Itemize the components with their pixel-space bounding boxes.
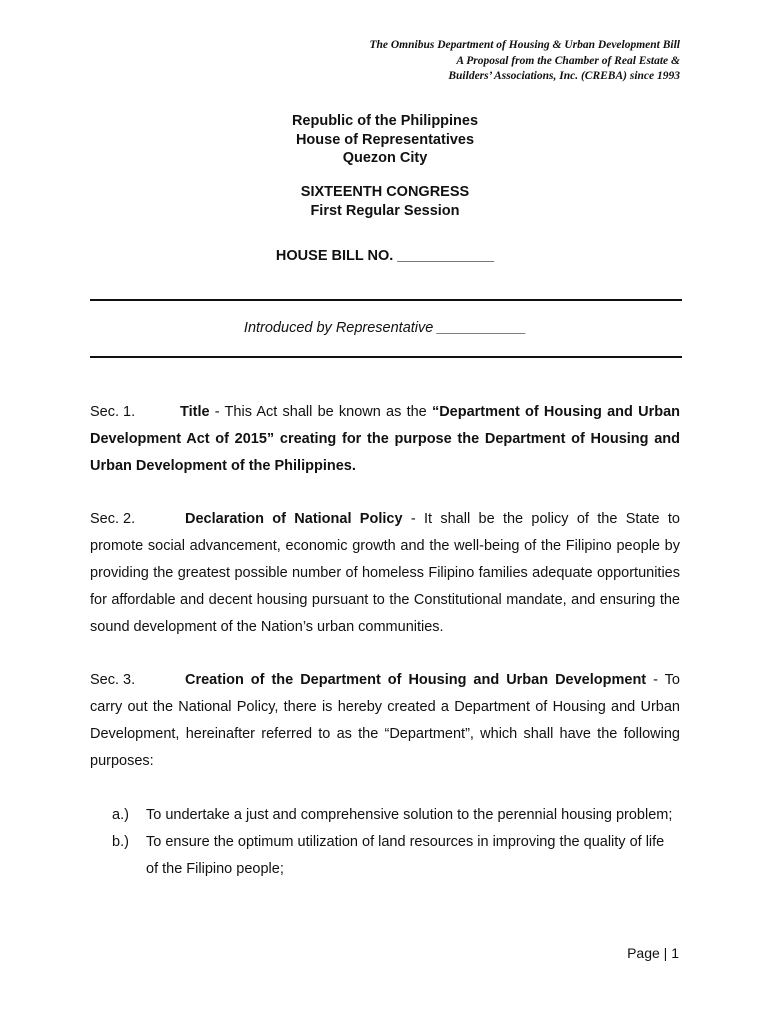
document-header-note [369,38,680,85]
section-1-title: Title [180,404,210,420]
heading-session: First Regular Session [310,202,460,219]
list-item [90,802,680,829]
purposes-list [90,802,680,883]
bill-number: HOUSE BILL NO. ____________ [275,248,495,264]
section-1-text-b: “Department of Housing and Urban Development Act of 2015” creating for the purpose the Department of Housing and Urban Development of the Philippines. [90,404,680,474]
list-item-marker: a.) [112,807,129,823]
section-1 [90,399,680,480]
section-2-text: - It shall be the policy of the State to promote social advancement, economic growth and the well-being of the Filipino people by providing the greatest possible number of homeless Filipino families adequate opportunities for affordable and decent housing pursuant to the Constitutional mandate, and ensuring the sound development of the Nation’s urban communities. [90,511,680,635]
divider-top [90,299,682,301]
list-item [90,829,680,883]
section-3-text: - To carry out the National Policy, there is hereby created a Department of Housing and Urban Development, hereinafter referred to as the “Department”, which shall have the following purposes: [90,672,680,769]
section-3-number: Sec. 3. [90,672,136,688]
section-2-number: Sec. 2. [90,511,136,527]
section-3-title: Creation of the Department of Housing and Urban Development [185,672,647,688]
list-item-text: To ensure the optimum utilization of land resources in improving the quality of life of the Filipino people; [146,834,665,877]
header-note-line-3: Builders’ Associations, Inc. (CREBA) since 1993 [448,70,680,82]
header-note-line-1: The Omnibus Department of Housing & Urban Development Bill [369,39,680,51]
heading-block [0,112,770,168]
list-item-marker: b.) [112,834,129,850]
heading-republic: Republic of the Philippines [291,113,479,129]
heading-city: Quezon City [342,150,428,166]
section-1-number: Sec. 1. [90,404,136,420]
list-item-text: To undertake a just and comprehensive solution to the perennial housing problem; [146,807,673,823]
section-1-text-a: - This Act shall be known as the [209,404,432,420]
divider-bottom [90,356,682,358]
heading-house: House of Representatives [295,131,475,148]
section-2-title: Declaration of National Policy [185,511,403,527]
section-3 [90,667,680,775]
header-note-line-2: A Proposal from the Chamber of Real Estate & [456,54,680,67]
section-2 [90,506,680,641]
page-number: Page | 1 [627,945,679,961]
heading-congress: SIXTEENTH CONGRESS [300,184,470,200]
congress-block [0,183,770,220]
introduced-by-line: Introduced by Representative ___________ [243,320,527,336]
